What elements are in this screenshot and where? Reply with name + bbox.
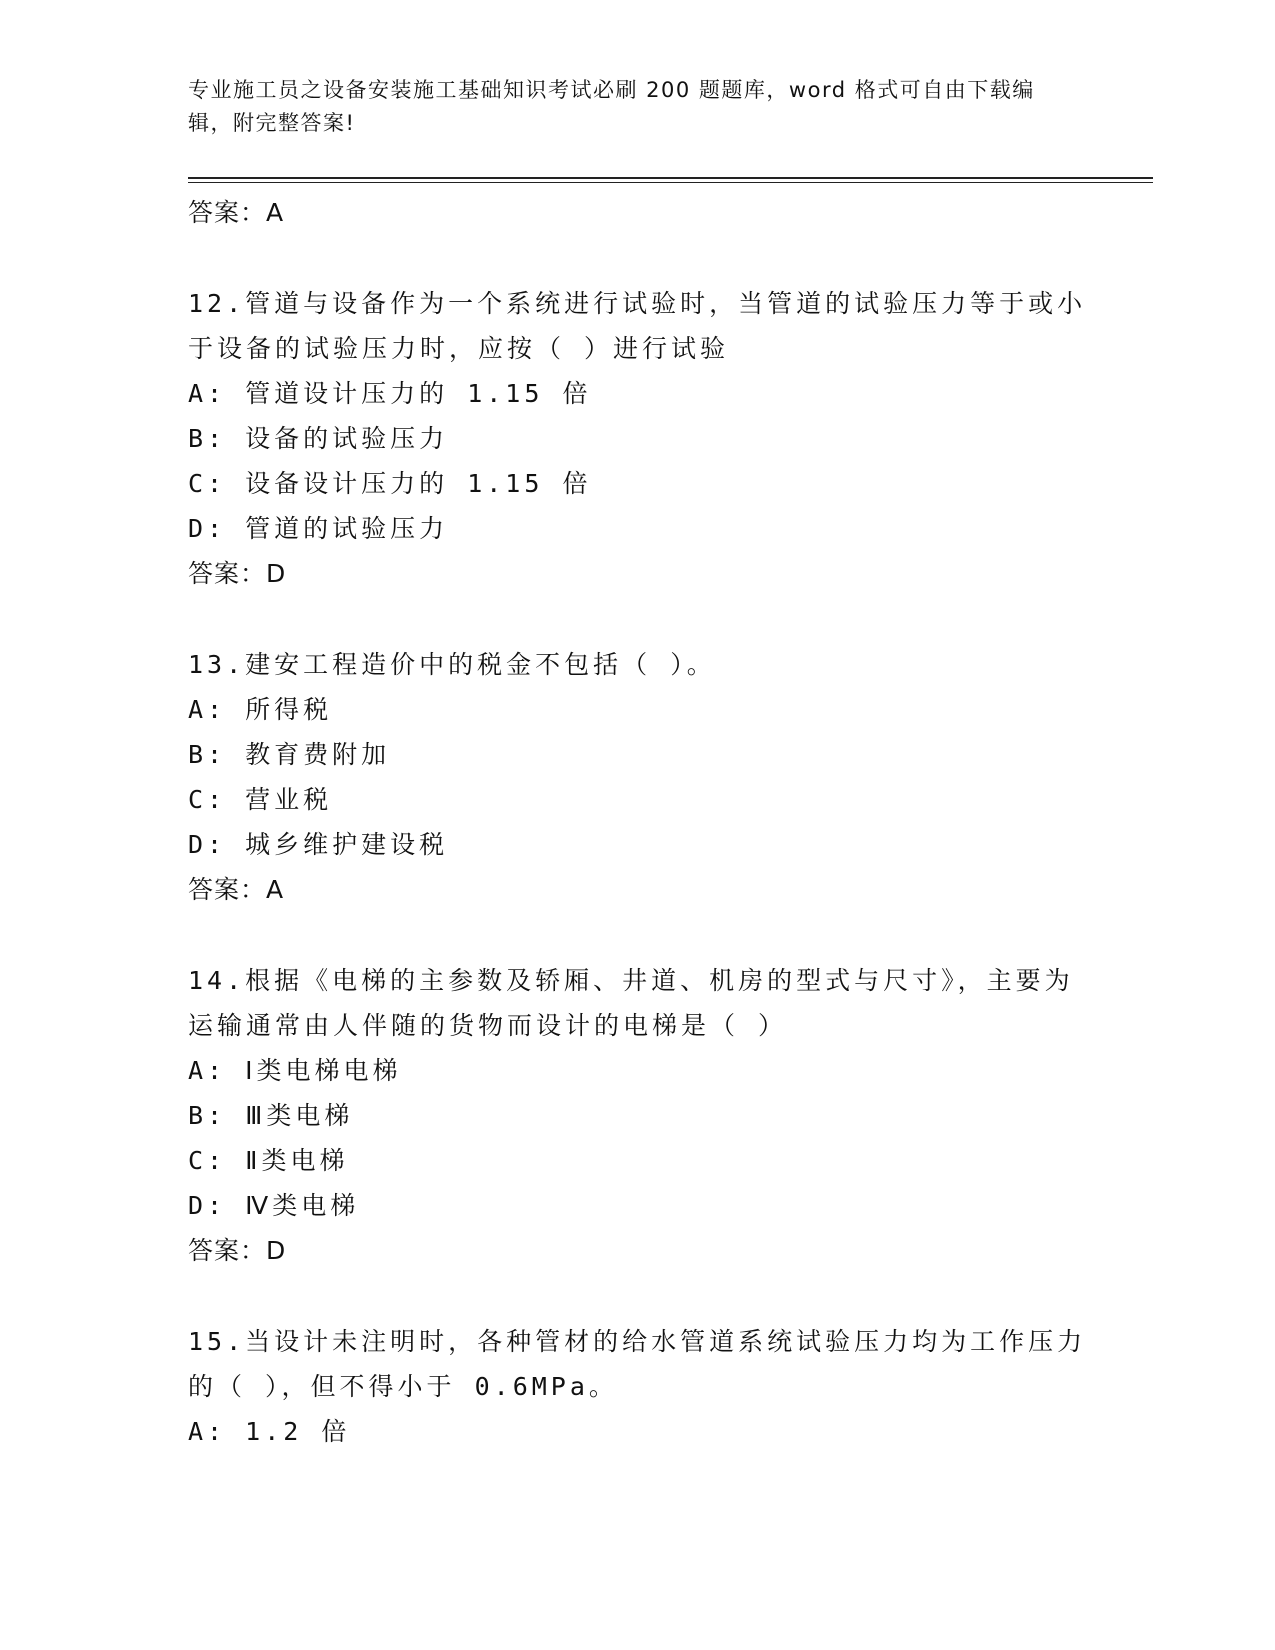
option-b: B: Ⅲ类电梯 xyxy=(188,1101,354,1130)
question-13 xyxy=(188,642,1088,913)
question-15 xyxy=(188,1319,1088,1454)
header-rule-thick xyxy=(188,177,1153,179)
option-c: C: 设备设计压力的 1.15 倍 xyxy=(188,469,592,498)
answer-line: 答案：A xyxy=(188,198,285,227)
option-d: D: Ⅳ类电梯 xyxy=(188,1191,360,1220)
option-a: A: 1.2 倍 xyxy=(188,1417,351,1446)
question-stem: 13.建安工程造价中的税金不包括（ ）。 xyxy=(188,650,716,679)
option-d: D: 管道的试验压力 xyxy=(188,514,449,543)
option-b: B: 教育费附加 xyxy=(188,740,391,769)
option-a: A: 所得税 xyxy=(188,695,333,724)
question-list xyxy=(188,190,1088,1454)
option-a: A: Ⅰ类电梯电梯 xyxy=(188,1056,402,1085)
header-rule-thin xyxy=(188,182,1153,183)
option-c: C: Ⅱ类电梯 xyxy=(188,1146,349,1175)
option-a: A: 管道设计压力的 1.15 倍 xyxy=(188,379,592,408)
option-d: D: 城乡维护建设税 xyxy=(188,830,449,859)
document-header: 专业施工员之设备安装施工基础知识考试必刷 200 题题库，word 格式可自由下载编辑，附完整答案! xyxy=(188,78,1035,135)
question-12 xyxy=(188,281,1088,597)
option-b: B: 设备的试验压力 xyxy=(188,424,449,453)
question-14 xyxy=(188,958,1088,1274)
answer-line: 答案：A xyxy=(188,875,285,904)
answer-line: 答案：D xyxy=(188,559,287,588)
option-c: C: 营业税 xyxy=(188,785,333,814)
question-stem: 15.当设计未注明时，各种管材的给水管道系统试验压力均为工作压力的（ ），但不得小于 0.6MPa。 xyxy=(188,1327,1087,1401)
answer-line: 答案：D xyxy=(188,1236,287,1265)
question-stem: 14.根据《电梯的主参数及轿厢、井道、机房的型式与尺寸》，主要为运输通常由人伴随的货物而设计的电梯是（ ） xyxy=(188,966,1074,1040)
question-stem: 12.管道与设备作为一个系统进行试验时，当管道的试验压力等于或小于设备的试验压力时，应按（ ）进行试验 xyxy=(188,289,1087,363)
